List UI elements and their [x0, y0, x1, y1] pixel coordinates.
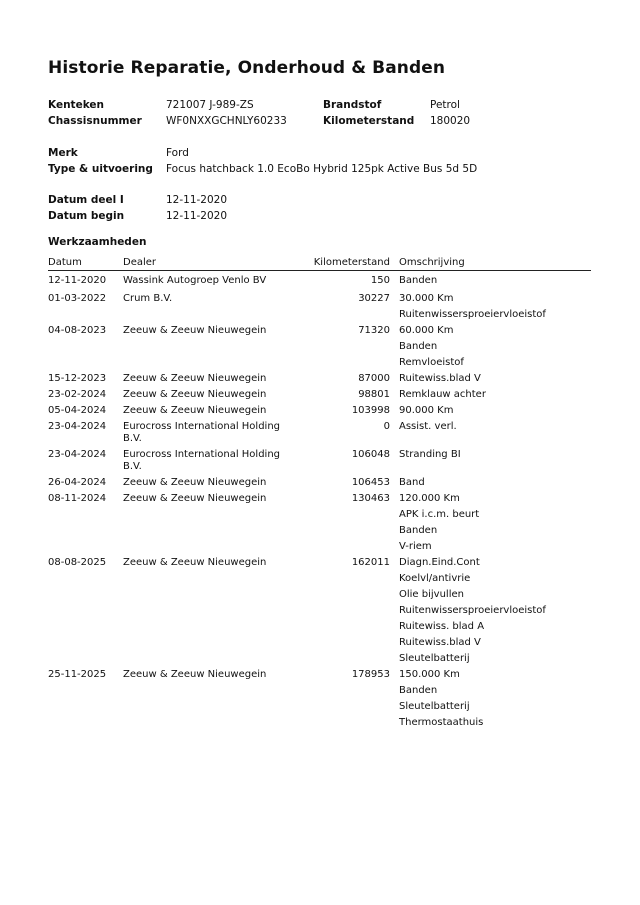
row-km: 87000 [358, 373, 390, 384]
row-km: 71320 [358, 325, 390, 336]
desc-line: Banden [399, 525, 438, 536]
kenteken-value: 721007 J-989-ZS [166, 99, 254, 111]
kilometerstand-value: 180020 [430, 115, 471, 127]
row-date: 23-04-2024 [48, 449, 107, 460]
row-date: 23-04-2024 [48, 421, 107, 432]
table-row [48, 385, 591, 401]
row-km: 130463 [351, 493, 390, 504]
werkzaamheden-table [48, 256, 591, 729]
datum-begin-value: 12-11-2020 [166, 210, 228, 222]
table-row [48, 445, 591, 473]
brandstof-label: Brandstof [323, 99, 382, 111]
row-dealer: Eurocross International Holding B.V. [123, 421, 281, 444]
werkzaamheden-title: Werkzaamheden [48, 236, 147, 248]
row-date: 04-08-2023 [48, 325, 107, 336]
desc-line: Koelvl/antivrie [399, 573, 471, 584]
table-row [48, 473, 591, 489]
header-dealer: Dealer [123, 257, 157, 268]
desc-line: 30.000 Km [399, 293, 454, 304]
row-date: 12-11-2020 [48, 275, 107, 286]
row-km: 98801 [358, 389, 390, 400]
desc-line: APK i.c.m. beurt [399, 509, 480, 520]
desc-line: Assist. verl. [399, 421, 457, 432]
table-row [48, 417, 591, 445]
info-row-datum-deel [0, 192, 640, 208]
desc-line: Ruitenwissersproeiervloeistof [399, 309, 546, 320]
row-dealer: Zeeuw & Zeeuw Nieuwegein [123, 477, 267, 488]
table-row [48, 321, 591, 369]
desc-line: Banden [399, 275, 438, 286]
desc-line: Remvloeistof [399, 357, 464, 368]
row-dealer: Zeeuw & Zeeuw Nieuwegein [123, 669, 267, 680]
row-desc [399, 491, 479, 555]
row-date: 23-02-2024 [48, 389, 107, 400]
table-row [48, 289, 591, 321]
info-row-datum-begin [0, 208, 640, 224]
desc-line: 150.000 Km [399, 669, 460, 680]
row-desc [399, 667, 483, 731]
row-km: 162011 [351, 557, 390, 568]
chassis-label: Chassisnummer [48, 115, 142, 127]
info-row-type [0, 161, 640, 177]
row-km: 106453 [351, 477, 390, 488]
desc-line: Ruitenwissersproeiervloeistof [399, 605, 546, 616]
row-dealer: Zeeuw & Zeeuw Nieuwegein [123, 557, 267, 568]
datum-deel-value: 12-11-2020 [166, 194, 228, 206]
desc-line: 120.000 Km [399, 493, 460, 504]
type-value: Focus hatchback 1.0 EcoBo Hybrid 125pk Active Bus 5d 5D [166, 163, 478, 175]
chassis-value: WF0NXXGCHNLY60233 [166, 115, 287, 127]
desc-line: Ruitewiss.blad V [399, 373, 481, 384]
header-datum: Datum [48, 257, 82, 268]
desc-line: Banden [399, 685, 438, 696]
row-dealer: Crum B.V. [123, 293, 173, 304]
info-row-chassis [0, 113, 640, 129]
row-date: 25-11-2025 [48, 669, 107, 680]
desc-line: Stranding BI [399, 449, 461, 460]
row-km: 0 [383, 421, 390, 432]
row-desc [399, 555, 546, 667]
datum-begin-label: Datum begin [48, 210, 125, 222]
desc-line: 60.000 Km [399, 325, 454, 336]
row-date: 01-03-2022 [48, 293, 107, 304]
desc-line: Remklauw achter [399, 389, 486, 400]
desc-line: Ruitewiss. blad A [399, 621, 485, 632]
row-desc [399, 273, 437, 289]
merk-label: Merk [48, 147, 78, 159]
brandstof-value: Petrol [430, 99, 460, 111]
page-title: Historie Reparatie, Onderhoud & Banden [48, 58, 446, 78]
row-km: 103998 [351, 405, 390, 416]
header-kilometerstand: Kilometerstand [313, 257, 390, 268]
row-date: 05-04-2024 [48, 405, 107, 416]
desc-line: V-riem [399, 541, 432, 552]
row-date: 15-12-2023 [48, 373, 107, 384]
desc-line: Ruitewiss.blad V [399, 637, 481, 648]
table-row [48, 271, 591, 289]
row-dealer: Zeeuw & Zeeuw Nieuwegein [123, 389, 267, 400]
row-dealer: Wassink Autogroep Venlo BV [123, 275, 267, 286]
desc-line: Diagn.Eind.Cont [399, 557, 480, 568]
row-km: 30227 [358, 293, 390, 304]
datum-deel-label: Datum deel I [48, 194, 124, 206]
merk-value: Ford [166, 147, 189, 159]
info-row-merk [0, 145, 640, 161]
header-omschrijving: Omschrijving [399, 257, 465, 268]
row-km: 106048 [351, 449, 390, 460]
table-row [48, 553, 591, 665]
desc-line: 90.000 Km [399, 405, 454, 416]
type-label: Type & uitvoering [48, 163, 153, 175]
table-row [48, 369, 591, 385]
row-dealer: Zeeuw & Zeeuw Nieuwegein [123, 493, 267, 504]
kilometerstand-label: Kilometerstand [323, 115, 415, 127]
row-dealer: Zeeuw & Zeeuw Nieuwegein [123, 405, 267, 416]
row-km: 150 [370, 275, 390, 286]
row-dealer: Eurocross International Holding B.V. [123, 449, 281, 472]
row-date: 08-11-2024 [48, 493, 107, 504]
row-desc [399, 291, 546, 323]
desc-line: Banden [399, 341, 438, 352]
desc-line: Band [399, 477, 425, 488]
row-dealer: Zeeuw & Zeeuw Nieuwegein [123, 373, 267, 384]
kenteken-label: Kenteken [48, 99, 104, 111]
table-row [48, 665, 591, 729]
row-date: 08-08-2025 [48, 557, 107, 568]
row-dealer: Zeeuw & Zeeuw Nieuwegein [123, 325, 267, 336]
row-desc [399, 323, 464, 371]
row-km: 178953 [351, 669, 390, 680]
row-desc [399, 419, 457, 435]
table-header [48, 256, 591, 271]
row-date: 26-04-2024 [48, 477, 107, 488]
desc-line: Thermostaathuis [399, 717, 484, 728]
table-row [48, 401, 591, 417]
row-desc [399, 447, 461, 463]
desc-line: Sleutelbatterij [399, 653, 470, 664]
info-row-kenteken [0, 97, 640, 113]
table-row [48, 489, 591, 553]
desc-line: Olie bijvullen [399, 589, 464, 600]
desc-line: Sleutelbatterij [399, 701, 470, 712]
